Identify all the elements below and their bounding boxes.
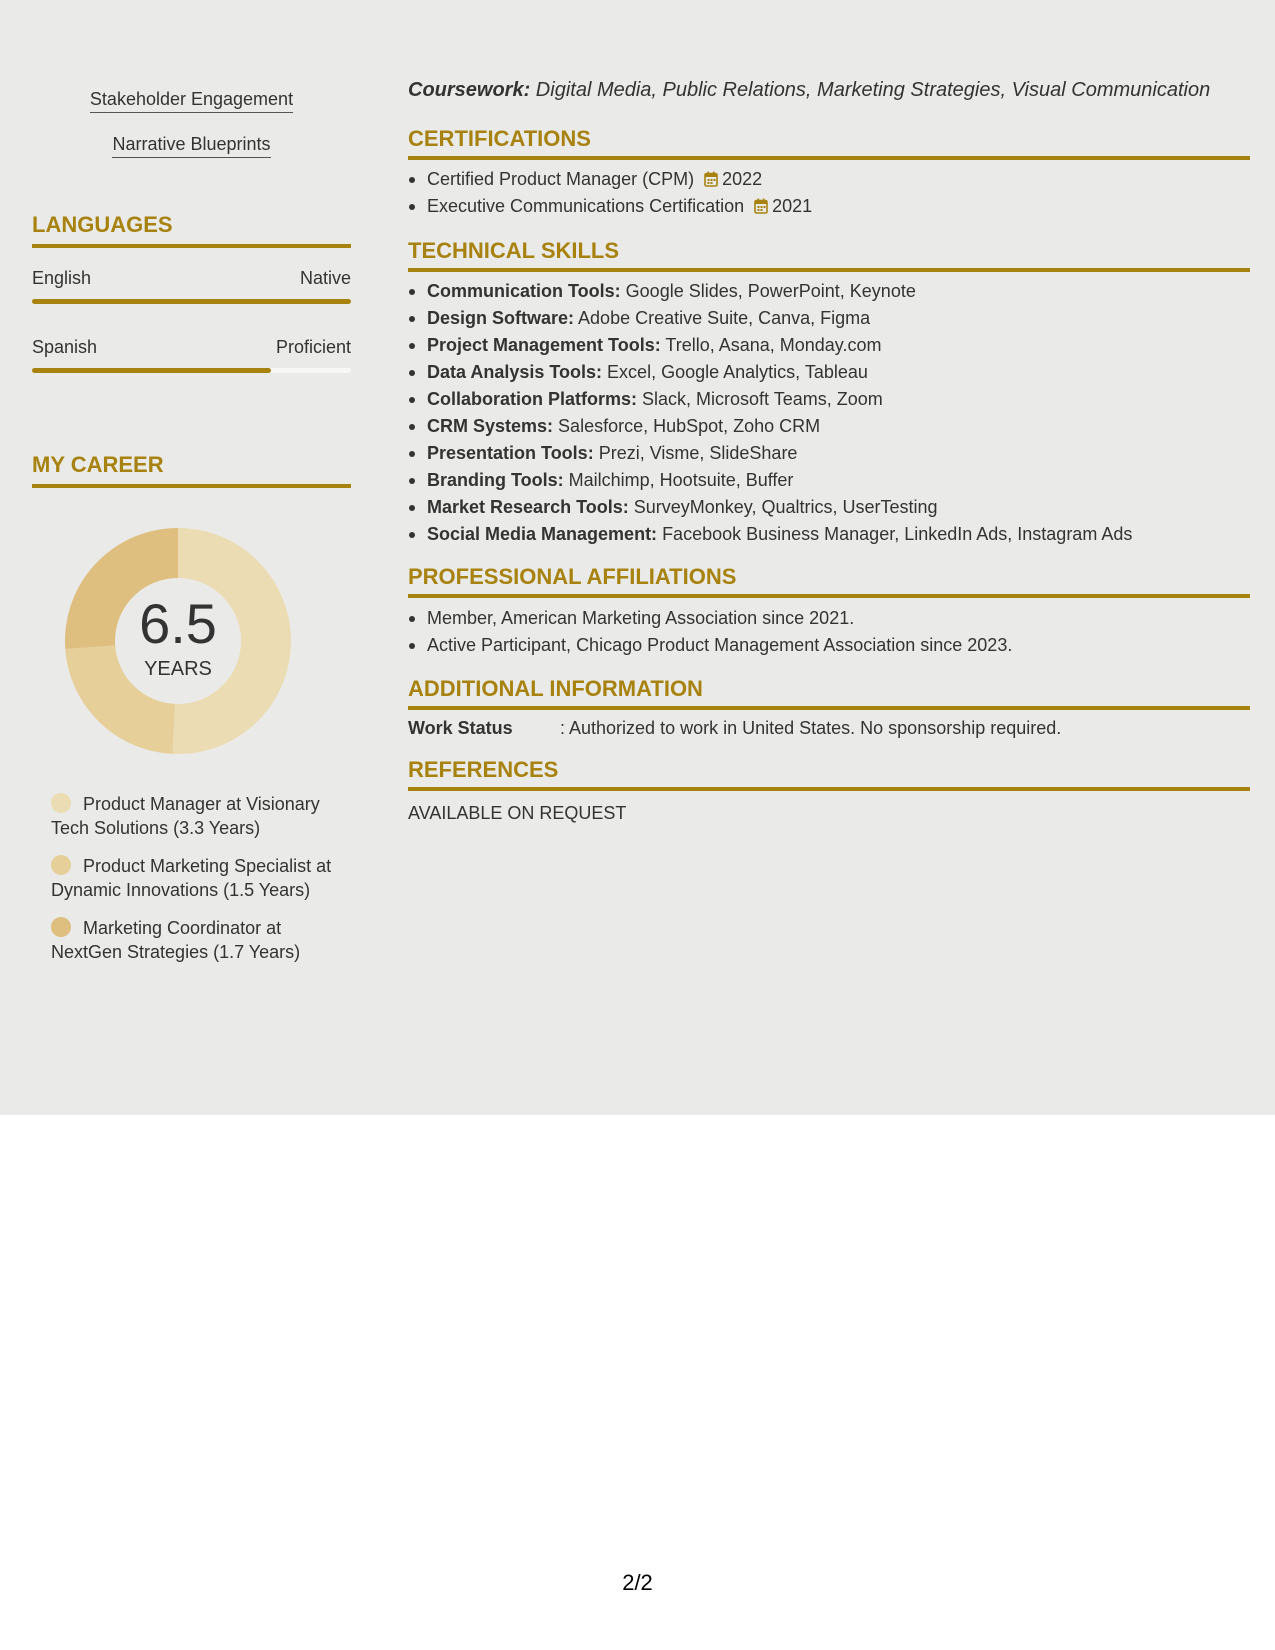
work-status-value: : Authorized to work in United States. No sponsorship required. xyxy=(560,718,1062,738)
legend-item: Marketing Coordinator at NextGen Strategies (1.7 Years) xyxy=(51,918,301,962)
work-status-row xyxy=(408,718,1061,739)
language-bar xyxy=(32,299,351,304)
skill-tag: Stakeholder Engagement xyxy=(32,89,351,113)
list-item: Social Media Management: Facebook Business Manager, LinkedIn Ads, Instagram Ads xyxy=(408,521,1250,548)
legend-dot xyxy=(51,855,71,875)
calendar-icon xyxy=(754,198,768,214)
career-total-years: 6.5 xyxy=(139,591,217,655)
donut-center xyxy=(65,528,291,754)
legend-dot xyxy=(51,793,71,813)
legend-item: Product Manager at Visionary Tech Solutions (3.3 Years) xyxy=(51,794,320,838)
language-level: Proficient xyxy=(275,337,351,357)
career-unit: YEARS xyxy=(144,657,212,680)
list-item: Market Research Tools: SurveyMonkey, Qualtrics, UserTesting xyxy=(408,494,1250,521)
list-item: Branding Tools: Mailchimp, Hootsuite, Buffer xyxy=(408,467,1250,494)
affiliations-list xyxy=(408,605,1250,659)
language-level: Native xyxy=(299,268,351,288)
list-item: Communication Tools: Google Slides, PowerPoint, Keynote xyxy=(408,278,1250,305)
list-item: Executive Communications Certification 2021 xyxy=(408,193,1250,220)
certifications-heading: CERTIFICATIONS xyxy=(408,126,1250,160)
list-item: Active Participant, Chicago Product Management Association since 2023. xyxy=(408,632,1250,659)
list-item: Presentation Tools: Prezi, Visme, SlideShare xyxy=(408,440,1250,467)
legend-item: Product Marketing Specialist at Dynamic Innovations (1.5 Years) xyxy=(51,856,332,900)
references-text: AVAILABLE ON REQUEST xyxy=(408,803,627,823)
language-name: Spanish xyxy=(32,337,98,357)
list-item: Design Software: Adobe Creative Suite, Canva, Figma xyxy=(408,305,1250,332)
work-status-label: Work Status xyxy=(408,718,513,738)
certifications-list xyxy=(408,166,1250,220)
list-item: CRM Systems: Salesforce, HubSpot, Zoho CRM xyxy=(408,413,1250,440)
legend-dot xyxy=(51,917,71,937)
language-row xyxy=(32,268,351,289)
page-number: 2/2 xyxy=(622,1570,653,1595)
career-heading: MY CAREER xyxy=(32,452,351,488)
list-item: Collaboration Platforms: Slack, Microsoft Teams, Zoom xyxy=(408,386,1250,413)
language-bar-fill xyxy=(32,368,271,373)
list-item: Data Analysis Tools: Excel, Google Analytics, Tableau xyxy=(408,359,1250,386)
skill-tag: Narrative Blueprints xyxy=(32,134,351,158)
languages-heading: LANGUAGES xyxy=(32,212,351,248)
list-item: Project Management Tools: Trello, Asana, Monday.com xyxy=(408,332,1250,359)
career-legend xyxy=(51,792,341,978)
calendar-icon xyxy=(704,171,718,187)
affiliations-heading: PROFESSIONAL AFFILIATIONS xyxy=(408,564,1250,598)
list-item: Certified Product Manager (CPM) 2022 xyxy=(408,166,1250,193)
language-name: English xyxy=(32,268,92,288)
list-item: Member, American Marketing Association since 2021. xyxy=(408,605,1250,632)
references-heading: REFERENCES xyxy=(408,757,1250,791)
language-bar-fill xyxy=(32,299,351,304)
language-row xyxy=(32,337,351,358)
additional-info-heading: ADDITIONAL INFORMATION xyxy=(408,676,1250,710)
coursework-line: Coursework: Digital Media, Public Relations, Marketing Strategies, Visual Communication xyxy=(408,79,1211,101)
language-bar xyxy=(32,368,351,373)
technical-skills-heading: TECHNICAL SKILLS xyxy=(408,238,1250,272)
technical-skills-list xyxy=(408,278,1250,548)
